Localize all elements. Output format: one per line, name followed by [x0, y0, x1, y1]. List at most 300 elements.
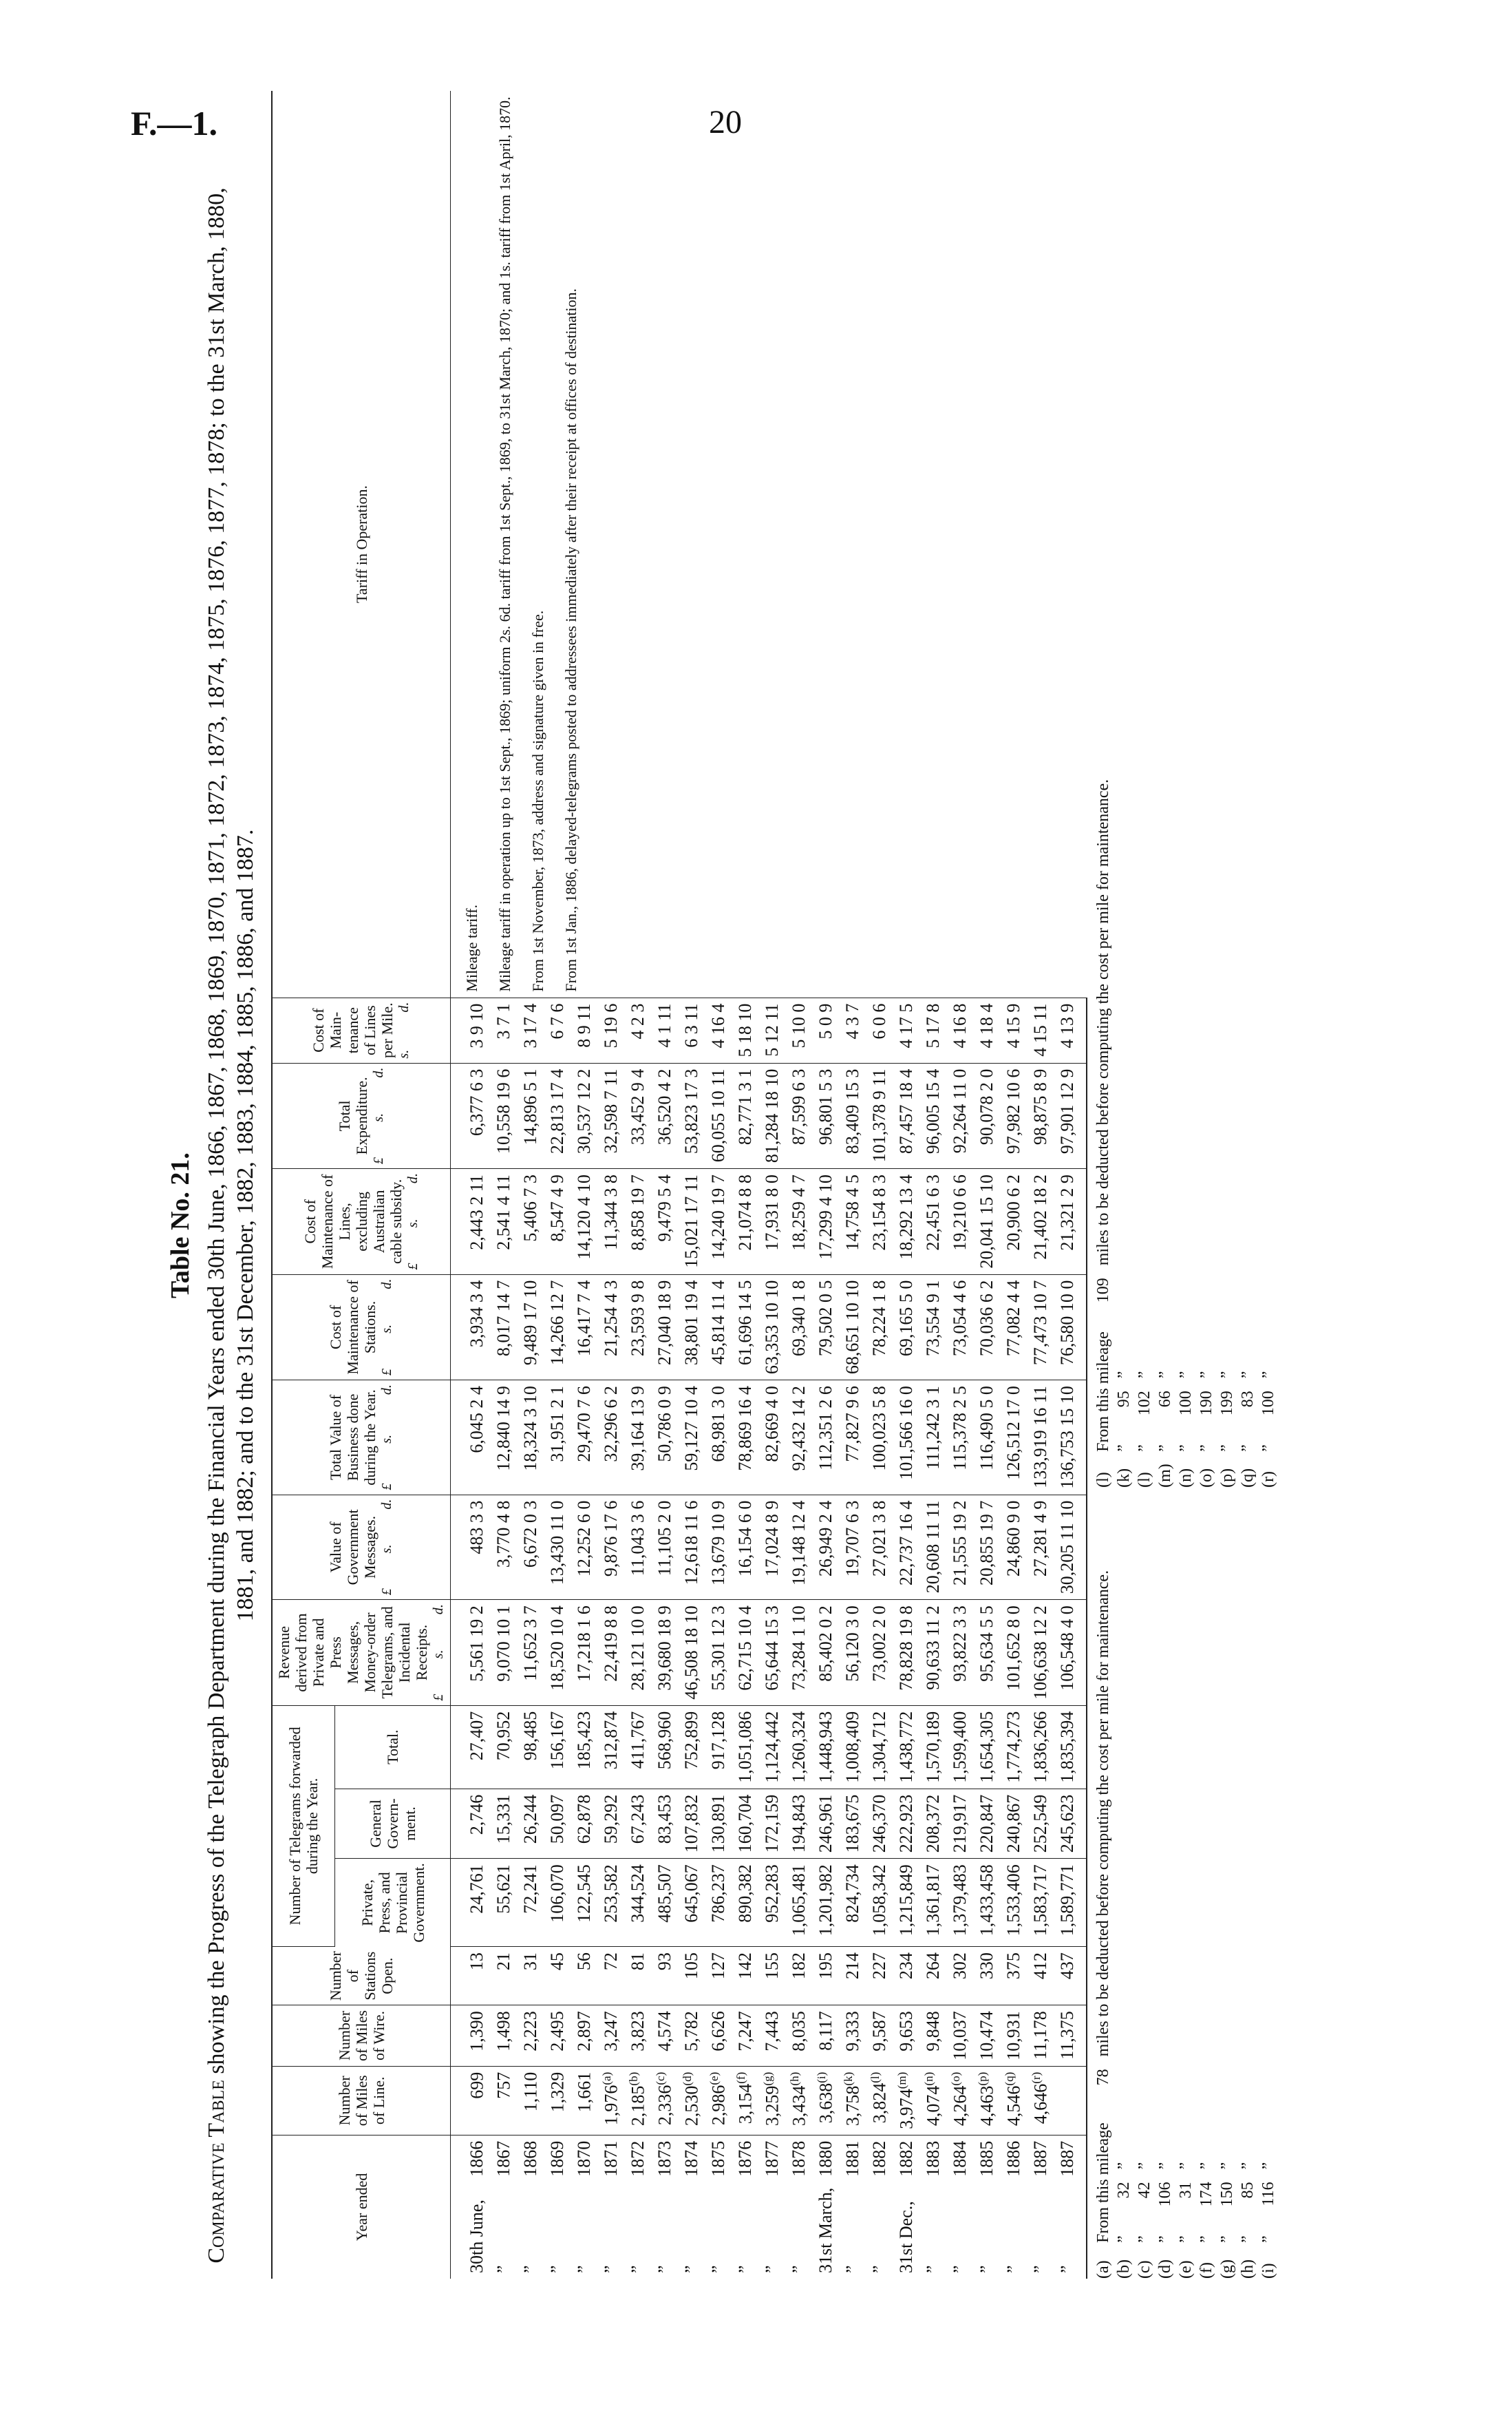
row-cell-pm: 6 7 6 [544, 998, 571, 1063]
row-year: 1866 [466, 2140, 487, 2177]
row-cell-st: 127 [705, 1947, 732, 2005]
row-year: 1881 [842, 2140, 862, 2177]
row-cell-rev: 106,638 12 2 [1027, 1600, 1054, 1706]
row-year: 1872 [627, 2140, 648, 2177]
footnote-miles: 42 [1136, 2182, 1153, 2199]
row-cell-lin: 22,451 6 3 [919, 1169, 946, 1275]
row-cell-sta: 9,489 17 10 [517, 1274, 544, 1380]
footnote-mark: (o) [948, 2071, 962, 2086]
row-cell-lin: 17,931 8 0 [758, 1169, 785, 1275]
row-year: 1887 [1030, 2140, 1050, 2177]
row-cell-tot: 156,167 [544, 1705, 571, 1789]
footnote-tail: ” [1156, 1371, 1174, 1379]
row-cell-bus: 100,023 5 8 [866, 1380, 893, 1495]
footnote-intro: ” [1218, 2235, 1236, 2243]
footnote-miles: 150 [1218, 2182, 1236, 2207]
row-cell-rev: 28,121 10 0 [624, 1600, 651, 1706]
row-cell-gen: 83,453 [651, 1789, 678, 1859]
row-cell-pm: 8 9 11 [571, 998, 597, 1063]
row-cell-st: 182 [785, 1947, 812, 2005]
row-cell-tot: 1,448,943 [812, 1705, 839, 1789]
row-cell-priv: 106,070 [544, 1859, 571, 1947]
footnote-line [1155, 779, 1175, 1488]
row-cell-gen: 183,675 [839, 1789, 866, 1859]
row-cell-rev: 73,002 2 0 [866, 1600, 893, 1706]
row-miles-line [451, 2066, 491, 2135]
row-cell-rev: 73,284 1 10 [785, 1600, 812, 1706]
footnote-line [1237, 1570, 1258, 2279]
row-cell-bus: 59,127 10 4 [678, 1380, 705, 1495]
footnote-mark: (o) [1197, 1468, 1215, 1488]
miles-line-value: 1,661 [574, 2071, 595, 2113]
row-cell-gen: 222,923 [893, 1789, 919, 1859]
row-cell-gov: 3,770 4 8 [490, 1495, 517, 1600]
row-cell-gov: 27,281 4 9 [1027, 1495, 1054, 1600]
footnote-line [1258, 1570, 1279, 2279]
miles-line-value: 4,074 [923, 2085, 944, 2127]
row-cell-pm: 5 18 10 [732, 998, 758, 1063]
row-cell-priv: 1,583,717 [1027, 1859, 1054, 1947]
row-cell-wire: 9,848 [919, 2005, 946, 2067]
row-year: 1887 [1054, 2135, 1087, 2182]
footnote-mark: (p) [1218, 1468, 1236, 1488]
row-cell-exp: 32,598 7 11 [597, 1063, 624, 1169]
footnote-mark: (h) [1239, 2259, 1257, 2279]
row-cell-gen: 246,370 [866, 1789, 893, 1859]
footnotes [1093, 172, 1279, 2279]
footnote-tail: ” [1197, 1371, 1215, 1379]
footnote-intro: ” [1218, 1444, 1236, 1452]
footnote-mark: (e) [1177, 2260, 1195, 2279]
row-cell-st: 13 [451, 1947, 491, 2005]
row-cell-exp: 83,409 15 3 [839, 1063, 866, 1169]
miles-line-value: 3,154 [735, 2083, 756, 2124]
row-cell-gen: 252,549 [1027, 1789, 1054, 1859]
footnote-miles: 116 [1259, 2182, 1277, 2206]
row-cell-sta: 14,266 12 7 [544, 1274, 571, 1380]
footnote-intro: From this mileage [1094, 2122, 1112, 2243]
row-cell-sta: 61,696 14 5 [732, 1274, 758, 1380]
row-cell-rev: 93,822 3 3 [946, 1600, 973, 1706]
row-cell-exp: 96,005 15 4 [919, 1063, 946, 1169]
footnote-miles: 66 [1156, 1391, 1174, 1408]
footnote-mark: (l) [1094, 1472, 1112, 1488]
row-year: 1884 [949, 2140, 970, 2177]
row-cell-gov: 13,430 11 0 [544, 1495, 571, 1600]
row-cell-gov: 13,679 10 9 [705, 1495, 732, 1600]
row-cell-tot: 1,599,400 [946, 1705, 973, 1789]
row-cell-priv: 786,237 [705, 1859, 732, 1947]
footnote-miles: 190 [1197, 1391, 1215, 1416]
row-cell-gov: 483 3 3 [451, 1495, 491, 1600]
footnote-intro: ” [1197, 1444, 1215, 1452]
row-cell-rev: 78,828 19 8 [893, 1600, 919, 1706]
row-cell-tot: 185,423 [571, 1705, 597, 1789]
col-telegrams-group: Number of Telegrams forwarded during the Year. [272, 1705, 335, 1946]
row-cell-priv: 952,283 [758, 1859, 785, 1947]
row-label: ” [707, 2265, 728, 2273]
row-miles-line [544, 2066, 571, 2135]
table-subtitle [202, 172, 260, 2279]
row-cell-rev: 101,652 8 0 [1000, 1600, 1027, 1706]
row-cell-priv: 1,361,817 [919, 1859, 946, 1947]
footnote-line [1114, 779, 1134, 1488]
row-cell-pm: 6 3 11 [678, 998, 705, 1063]
footnote-line [1175, 1570, 1196, 2279]
row-cell-pm: 4 3 7 [839, 998, 866, 1063]
row-cell-lin: 8,547 4 9 [544, 1169, 571, 1275]
footnote-tail: ” [1115, 1371, 1133, 1379]
row-cell-st: 72 [597, 1947, 624, 2005]
row-miles-line [705, 2066, 732, 2135]
row-year: 1874 [681, 2140, 701, 2177]
row-year: 1867 [493, 2140, 513, 2177]
row-label: ” [627, 2265, 648, 2273]
col-expenditure: Total Expenditure. £ s. d. [272, 1063, 451, 1169]
row-cell-wire: 10,931 [1000, 2005, 1027, 2067]
row-cell-bus: 126,512 17 0 [1000, 1380, 1027, 1495]
row-cell-bus: 133,919 16 11 [1027, 1380, 1054, 1495]
footnote-miles: 174 [1197, 2182, 1215, 2207]
footnote-mark: (g) [760, 2071, 774, 2086]
row-cell-bus: 78,869 16 4 [732, 1380, 758, 1495]
row-cell-priv: 122,545 [571, 1859, 597, 1947]
row-cell-priv: 890,382 [732, 1859, 758, 1947]
row-cell-lin: 23,154 8 3 [866, 1169, 893, 1275]
row-cell-pm: 6 0 6 [866, 998, 893, 1063]
table-body [451, 91, 1087, 2279]
row-cell-st: 234 [893, 1947, 919, 2005]
footnote-tail: ” [1239, 1371, 1257, 1379]
row-cell-priv: 55,621 [490, 1859, 517, 1947]
row-cell-rev: 55,301 12 3 [705, 1600, 732, 1706]
row-cell-gov: 11,043 3 6 [624, 1495, 651, 1600]
miles-line-value: 3,638 [816, 2082, 836, 2124]
row-cell-exp: 33,452 9 4 [624, 1063, 651, 1169]
row-cell-pm: 4 16 8 [946, 998, 973, 1063]
row-cell-rev: 39,680 18 9 [651, 1600, 678, 1706]
row-label: ” [788, 2265, 809, 2273]
miles-line-value: 1,329 [547, 2071, 568, 2113]
row-cell-tot: 70,952 [490, 1705, 517, 1789]
row-cell-pm: 3 17 4 [517, 998, 544, 1063]
row-cell-exp: 53,823 17 3 [678, 1063, 705, 1169]
row-cell-pm: 4 2 3 [624, 998, 651, 1063]
footnote-intro: ” [1115, 2235, 1133, 2243]
footnote-line [1155, 1570, 1175, 2279]
row-cell-pm: 3 9 10 [451, 998, 491, 1063]
row-cell-bus: 77,827 9 6 [839, 1380, 866, 1495]
row-cell-bus: 82,669 4 0 [758, 1380, 785, 1495]
row-label: ” [654, 2265, 674, 2273]
row-cell-gov: 12,252 6 0 [571, 1495, 597, 1600]
row-cell-sta: 73,554 9 1 [919, 1274, 946, 1380]
row-cell-pm: 3 7 1 [490, 998, 517, 1063]
row-miles-line [812, 2066, 839, 2135]
footnote-mark: (q) [1239, 1468, 1257, 1488]
row-cell-sta: 76,580 10 0 [1054, 1274, 1087, 1380]
footnote-tail: ” [1136, 1371, 1153, 1379]
footnote-mark: (i) [814, 2071, 828, 2083]
footnote-mark: (e) [707, 2071, 721, 2085]
footnote-mark: (g) [1218, 2259, 1236, 2279]
row-cell-gen: 160,704 [732, 1789, 758, 1859]
row-cell-pm: 5 12 11 [758, 998, 785, 1063]
row-cell-wire: 2,223 [517, 2005, 544, 2067]
footnote-intro: ” [1177, 1444, 1195, 1452]
row-cell-gov: 27,021 3 8 [866, 1495, 893, 1600]
row-cell-bus: 32,296 6 2 [597, 1380, 624, 1495]
row-cell-gov: 30,205 11 10 [1054, 1495, 1087, 1600]
row-cell-rev: 11,652 3 7 [517, 1600, 544, 1706]
row-cell-wire: 11,178 [1027, 2005, 1054, 2067]
row-year: 1886 [1003, 2140, 1023, 2177]
row-cell-pm: 4 17 5 [893, 998, 919, 1063]
row-cell-tot: 1,260,324 [785, 1705, 812, 1789]
row-cell-lin: 18,292 13 4 [893, 1169, 919, 1275]
row-cell-gov: 17,024 8 9 [758, 1495, 785, 1600]
row-cell-lin: 2,541 4 11 [490, 1169, 517, 1275]
row-cell-gen: 107,832 [678, 1789, 705, 1859]
col-stations-cost: Cost of Maintenance of Stations. £ s. d. [272, 1274, 451, 1380]
miles-line-value: 3,974 [896, 2089, 917, 2129]
footnote-line [1134, 779, 1155, 1488]
col-miles-line: Number of Miles of Line. [272, 2066, 451, 2135]
row-cell-exp: 96,801 5 3 [812, 1063, 839, 1169]
row-cell-lin: 21,402 18 2 [1027, 1169, 1054, 1275]
footnote-mark: (p) [975, 2071, 989, 2086]
row-cell-rev: 106,548 4 0 [1054, 1600, 1087, 1706]
footnote-tail: ” [1197, 2162, 1215, 2170]
footnote-mark: (f) [734, 2071, 747, 2084]
row-year: 1877 [761, 2140, 782, 2177]
footnote-mark: (c) [1136, 2260, 1153, 2279]
row-cell-gov: 20,608 11 11 [919, 1495, 946, 1600]
row-cell-wire: 9,333 [839, 2005, 866, 2067]
row-cell-wire: 5,782 [678, 2005, 705, 2067]
row-cell-tot: 1,836,266 [1027, 1705, 1054, 1789]
row-cell-sta: 45,814 11 4 [705, 1274, 732, 1380]
row-label: ” [493, 2265, 513, 2273]
footnote-mark: (h) [787, 2071, 801, 2086]
row-label: ” [976, 2265, 997, 2273]
footnotes-right [1093, 779, 1279, 1488]
miles-line-value: 3,824 [869, 2082, 890, 2124]
row-cell-gov: 9,876 17 6 [597, 1495, 624, 1600]
miles-line-value: 4,646 [1030, 2083, 1051, 2124]
footnote-intro: ” [1136, 2235, 1153, 2243]
footnote-line [1114, 1570, 1134, 2279]
row-year: 1882 [869, 2140, 889, 2177]
footnote-miles: 100 [1177, 1391, 1195, 1416]
row-cell-gen: 208,372 [919, 1789, 946, 1859]
footnote-mark: (l) [868, 2071, 882, 2083]
row-cell-gov: 21,555 19 2 [946, 1495, 973, 1600]
row-year: 1871 [600, 2140, 621, 2177]
row-cell-exp: 6,377 6 3 [451, 1063, 491, 1169]
footnote-miles: 199 [1218, 1391, 1236, 1416]
row-cell-st: 142 [732, 1947, 758, 2005]
miles-line-value: 2,530 [681, 2085, 702, 2127]
row-cell-rev: 62,715 10 4 [732, 1600, 758, 1706]
footnote-intro: ” [1156, 2235, 1174, 2243]
row-miles-line [893, 2066, 919, 2135]
row-cell-bus: 31,951 2 1 [544, 1380, 571, 1495]
row-cell-exp: 36,520 4 2 [651, 1063, 678, 1169]
row-cell-pm: 5 19 6 [597, 998, 624, 1063]
row-cell-tot: 1,774,273 [1000, 1705, 1027, 1789]
row-year: 1868 [520, 2140, 540, 2177]
row-cell-lin: 14,120 4 10 [571, 1169, 597, 1275]
footnote-intro: ” [1177, 2235, 1195, 2243]
row-cell-wire: 7,247 [732, 2005, 758, 2067]
tariff-note: Mileage tariff. [463, 904, 480, 992]
row-cell-priv: 344,524 [624, 1859, 651, 1947]
row-cell-bus: 12,840 14 9 [490, 1380, 517, 1495]
row-cell-wire: 2,897 [571, 2005, 597, 2067]
row-cell-lin: 21,074 8 8 [732, 1169, 758, 1275]
row-cell-gen: 26,244 [517, 1789, 544, 1859]
row-cell-gen: 220,847 [973, 1789, 1000, 1859]
row-label: 30th June, [466, 2200, 487, 2273]
footnote-line [1217, 779, 1237, 1488]
row-cell-tot: 312,874 [597, 1705, 624, 1789]
subtitle-prefix: Comparative Table [204, 2080, 229, 2264]
row-cell-bus: 111,242 3 1 [919, 1380, 946, 1495]
footnote-mark: (k) [1115, 1468, 1133, 1488]
row-cell-exp: 82,771 3 1 [732, 1063, 758, 1169]
row-cell-exp: 97,982 10 6 [1000, 1063, 1027, 1169]
row-miles-line [678, 2066, 705, 2135]
col-per-mile: Cost of Main-tenance of Lines per Mile. s. d. [272, 998, 451, 1063]
row-cell-bus: 116,490 5 0 [973, 1380, 1000, 1495]
row-cell-exp: 87,457 18 4 [893, 1063, 919, 1169]
row-cell-priv: 1,058,342 [866, 1859, 893, 1947]
row-cell-gov: 20,855 19 7 [973, 1495, 1000, 1600]
row-cell-st: 56 [571, 1947, 597, 2005]
row-cell-gen: 246,961 [812, 1789, 839, 1859]
row-miles-line [732, 2066, 758, 2135]
row-year: 1876 [734, 2140, 755, 2177]
footnote-miles: 85 [1239, 2182, 1257, 2199]
row-cell-wire: 1,498 [490, 2005, 517, 2067]
row-cell-rev: 95,634 5 5 [973, 1600, 1000, 1706]
row-cell-exp: 92,264 11 0 [946, 1063, 973, 1169]
row-cell-sta: 3,934 3 4 [451, 1274, 491, 1380]
footnote-line [1196, 779, 1217, 1488]
row-cell-priv: 1,065,481 [785, 1859, 812, 1947]
row-cell-st: 437 [1054, 1947, 1087, 2005]
footnote-tail: ” [1156, 2162, 1174, 2170]
footnote-line [1217, 1570, 1237, 2279]
row-miles-line [946, 2066, 973, 2135]
footnote-tail: ” [1177, 2162, 1195, 2170]
row-cell-sta: 70,036 6 2 [973, 1274, 1000, 1380]
footnote-mark: (d) [1156, 2259, 1174, 2279]
row-cell-gov: 19,148 12 4 [785, 1495, 812, 1600]
row-cell-exp: 60,055 10 11 [705, 1063, 732, 1169]
footnote-intro: ” [1115, 1444, 1133, 1452]
row-cell-gen: 245,623 [1054, 1789, 1087, 1859]
row-cell-pm: 4 15 11 [1027, 998, 1054, 1063]
row-cell-priv: 72,241 [517, 1859, 544, 1947]
row-cell-gen: 15,331 [490, 1789, 517, 1859]
row-cell-pm: 4 18 4 [973, 998, 1000, 1063]
row-cell-exp: 101,378 9 11 [866, 1063, 893, 1169]
row-cell-priv: 1,589,771 [1054, 1859, 1087, 1947]
table-title: Table No. 21. [166, 1152, 195, 1298]
row-cell-wire: 10,037 [946, 2005, 973, 2067]
row-cell-gov: 24,860 9 0 [1000, 1495, 1027, 1600]
footnote-intro: From this mileage [1094, 1331, 1112, 1452]
row-cell-priv: 24,761 [451, 1859, 491, 1947]
row-cell-sta: 77,473 10 7 [1027, 1274, 1054, 1380]
footnote-mark: (a) [599, 2071, 613, 2085]
row-label: ” [1030, 2265, 1050, 2273]
col-general: General Govern-ment. [335, 1789, 451, 1859]
row-cell-priv: 485,507 [651, 1859, 678, 1947]
footnote-tail: ” [1239, 2162, 1257, 2170]
row-cell-gen: 67,243 [624, 1789, 651, 1859]
footnote-mark: (k) [841, 2071, 855, 2086]
row-miles-line [651, 2066, 678, 2135]
row-cell-tot: 752,899 [678, 1705, 705, 1789]
col-lines-cost: Cost of Maintenance of Lines, excluding Australian cable subsidy. £ s. d. [272, 1169, 451, 1275]
row-cell-exp: 87,599 6 3 [785, 1063, 812, 1169]
row-cell-wire: 6,626 [705, 2005, 732, 2067]
row-miles-line [1000, 2066, 1027, 2135]
footnote-tail: ” [1115, 2162, 1133, 2170]
row-cell-lin: 20,041 15 10 [973, 1169, 1000, 1275]
row-cell-bus: 136,753 15 10 [1054, 1380, 1087, 1495]
page-identifier: F.—1. [131, 104, 217, 143]
footnote-tail: ” [1259, 2162, 1277, 2170]
footnote-intro: ” [1239, 2235, 1257, 2243]
row-cell-rev: 65,644 15 3 [758, 1600, 785, 1706]
row-cell-st: 214 [839, 1947, 866, 2005]
row-cell-exp: 30,537 12 2 [571, 1063, 597, 1169]
row-cell-tot: 1,008,409 [839, 1705, 866, 1789]
row-cell-priv: 1,433,458 [973, 1859, 1000, 1947]
row-cell-bus: 101,566 16 0 [893, 1380, 919, 1495]
footnote-line [1237, 779, 1258, 1488]
footnote-intro: ” [1259, 1444, 1277, 1452]
footnote-mark: (m) [895, 2071, 908, 2089]
row-cell-bus: 18,324 3 10 [517, 1380, 544, 1495]
footnote-intro: ” [1197, 2235, 1215, 2243]
row-cell-st: 195 [812, 1947, 839, 2005]
row-cell-bus: 92,432 14 2 [785, 1380, 812, 1495]
row-cell-st: 155 [758, 1947, 785, 2005]
row-cell-priv: 253,582 [597, 1859, 624, 1947]
footnote-miles: 100 [1259, 1391, 1277, 1416]
row-label: 31st Dec., [895, 2201, 916, 2273]
footnote-mark: (n) [1177, 1468, 1195, 1488]
row-cell-gen: 219,917 [946, 1789, 973, 1859]
row-cell-lin: 15,021 17 11 [678, 1169, 705, 1275]
footnote-miles: 102 [1136, 1391, 1153, 1416]
miles-line-value: 3,259 [762, 2085, 782, 2127]
row-cell-sta: 63,353 10 10 [758, 1274, 785, 1380]
row-cell-sta: 77,082 4 4 [1000, 1274, 1027, 1380]
row-cell-rev: 18,520 10 4 [544, 1600, 571, 1706]
progress-table [271, 91, 1087, 2279]
row-cell-gov: 16,154 6 0 [732, 1495, 758, 1600]
row-label: ” [1054, 2182, 1087, 2279]
footnote-tail: ” [1218, 2162, 1236, 2170]
footnote-tail: ” [1259, 1371, 1277, 1379]
footnote-mark: (f) [1197, 2262, 1215, 2279]
